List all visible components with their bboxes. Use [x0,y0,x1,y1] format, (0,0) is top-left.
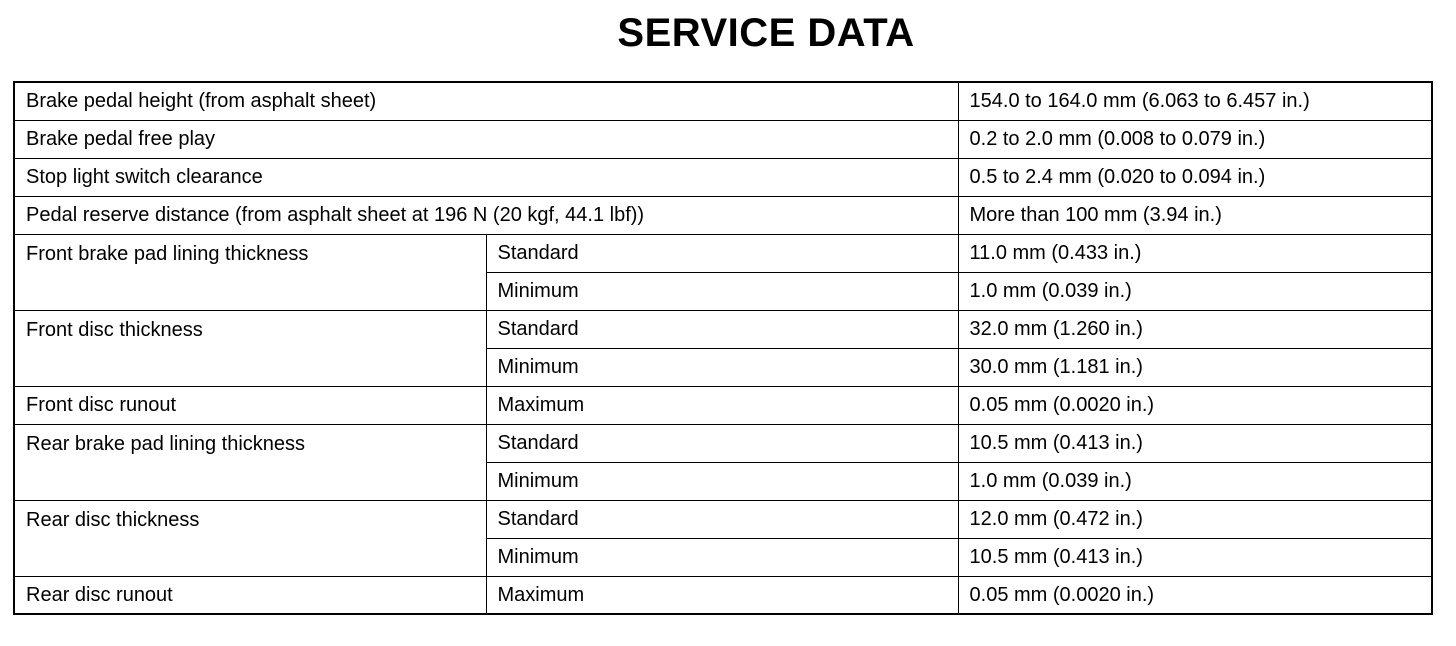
value-cell: 0.2 to 2.0 mm (0.008 to 0.079 in.) [958,120,1432,158]
service-data-table [13,81,1433,615]
value-cell: More than 100 mm (3.94 in.) [958,196,1432,234]
value-cell: 1.0 mm (0.039 in.) [958,462,1432,500]
condition-cell: Standard [486,310,958,348]
condition-cell: Minimum [486,462,958,500]
table-row [14,500,1432,538]
condition-cell: Minimum [486,348,958,386]
condition-cell: Standard [486,500,958,538]
table-row [14,120,1432,158]
value-cell: 0.05 mm (0.0020 in.) [958,386,1432,424]
value-cell: 1.0 mm (0.039 in.) [958,272,1432,310]
item-cell: Rear disc runout [14,576,486,614]
value-cell: 30.0 mm (1.181 in.) [958,348,1432,386]
value-cell: 10.5 mm (0.413 in.) [958,538,1432,576]
table-row [14,424,1432,462]
table-row [14,158,1432,196]
item-cell: Front disc thickness [14,310,486,386]
item-cell: Brake pedal free play [14,120,958,158]
table-row [14,386,1432,424]
item-cell: Brake pedal height (from asphalt sheet) [14,82,958,120]
value-cell: 10.5 mm (0.413 in.) [958,424,1432,462]
condition-cell: Minimum [486,272,958,310]
condition-cell: Standard [486,424,958,462]
value-cell: 0.05 mm (0.0020 in.) [958,576,1432,614]
table-row [14,196,1432,234]
condition-cell: Minimum [486,538,958,576]
table-row [14,310,1432,348]
table-row [14,576,1432,614]
condition-cell: Standard [486,234,958,272]
condition-cell: Maximum [486,386,958,424]
value-cell: 0.5 to 2.4 mm (0.020 to 0.094 in.) [958,158,1432,196]
value-cell: 32.0 mm (1.260 in.) [958,310,1432,348]
item-cell: Rear brake pad lining thickness [14,424,486,500]
table-row [14,234,1432,272]
item-cell: Front brake pad lining thickness [14,234,486,310]
page-title: SERVICE DATA [617,11,915,55]
value-cell: 12.0 mm (0.472 in.) [958,500,1432,538]
value-cell: 154.0 to 164.0 mm (6.063 to 6.457 in.) [958,82,1432,120]
table-row [14,82,1432,120]
item-cell: Stop light switch clearance [14,158,958,196]
item-cell: Pedal reserve distance (from asphalt sheet at 196 N (20 kgf, 44.1 lbf)) [14,196,958,234]
item-cell: Rear disc thickness [14,500,486,576]
condition-cell: Maximum [486,576,958,614]
value-cell: 11.0 mm (0.433 in.) [958,234,1432,272]
item-cell: Front disc runout [14,386,486,424]
